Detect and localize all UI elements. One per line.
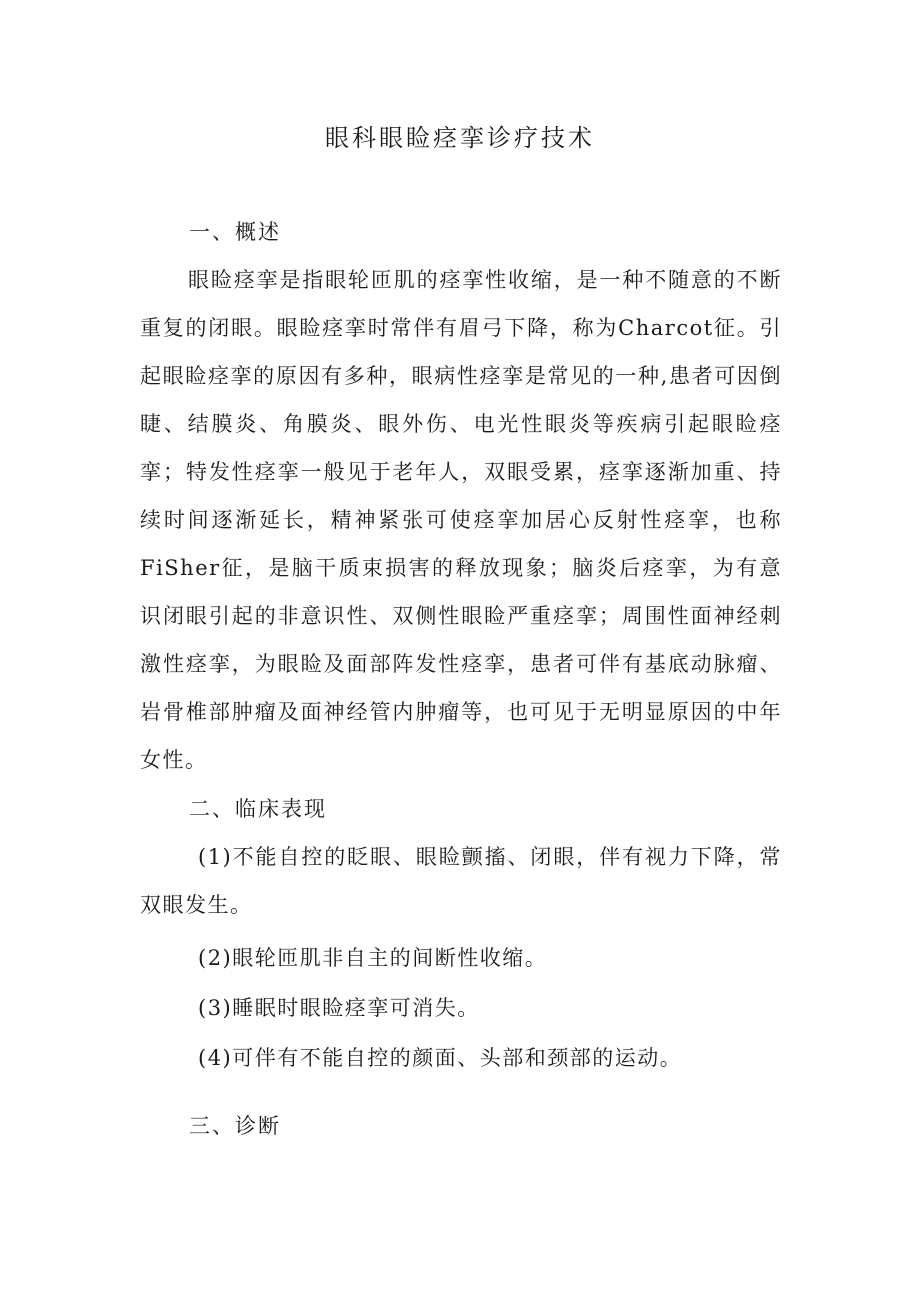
overview-paragraph: 眼睑痉挛是指眼轮匝肌的痉挛性收缩，是一种不随意的不断重复的闭眼。眼睑痉挛时常伴有眉弓下降，称为Charcot征。引起眼睑痉挛的原因有多种，眼病性痉挛是常见的一种,患者可因倒睫、结膜炎、角膜炎、眼外伤、电光性眼炎等疾病引起眼睑痉挛；特发性痉挛一般见于老年人，双眼受累，痉挛逐渐加重、持续时间逐渐延长，精神紧张可使痉挛加居心反射性痉挛，也称FiSher征，是脑干质束损害的释放现象；脑炎后痉挛，为有意识闭眼引起的非意识性、双侧性眼睑严重痉挛；周围性面神经刺激性痉挛，为眼睑及面部阵发性痉挛，患者可伴有基底动脉瘤、岩骨椎部肿瘤及面神经管内肿瘤等，也可见于无明显原因的中年女性。 (140, 268, 782, 772)
section-heading-diagnosis: 三、诊断 (189, 1114, 281, 1138)
clinical-item-2: (2)眼轮匝肌非自主的间断性收缩。 (198, 946, 548, 970)
section-heading-overview: 一、概述 (189, 220, 281, 244)
section-heading-clinical: 二、临床表现 (189, 797, 327, 821)
clinical-item-3: (3)睡眠时眼睑痉挛可消失。 (198, 996, 480, 1020)
clinical-item-4: (4)可伴有不能自控的颜面、头部和颈部的运动。 (198, 1046, 683, 1070)
clinical-item-1: (1)不能自控的眨眼、眼睑颤搐、闭眼，伴有视力下降，常双眼发生。 (140, 845, 782, 917)
document-title: 眼科眼睑痉挛诊疗技术 (325, 124, 595, 152)
